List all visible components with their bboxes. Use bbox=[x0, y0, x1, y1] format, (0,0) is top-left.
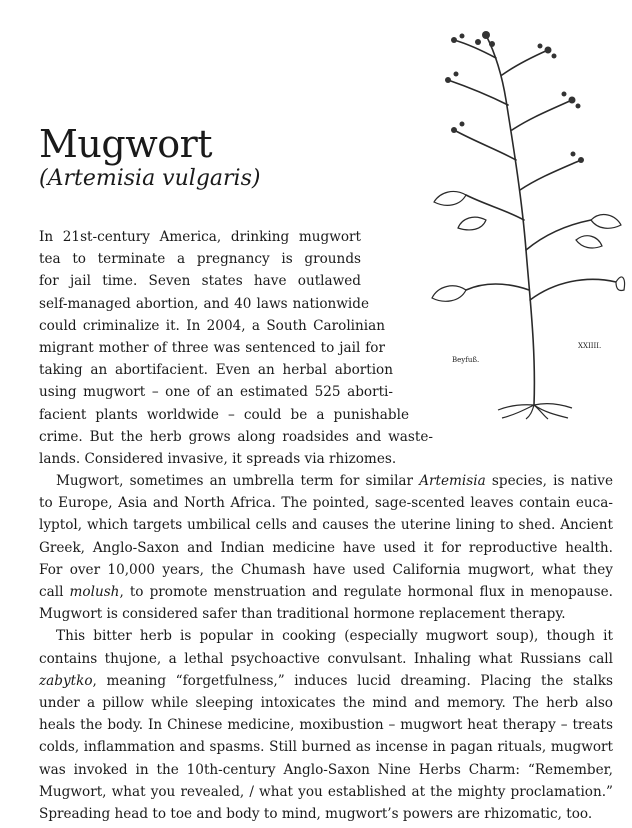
illustration-label-left: Beyfuß. bbox=[452, 356, 480, 364]
text-line: In 21st-century America, drinking mugwort bbox=[39, 229, 361, 245]
text-line: tea to terminate a pregnancy is grounds bbox=[39, 251, 361, 268]
text-line: colds, inflammation and spasms. Still burned as incense in pagan rituals, mugwort bbox=[39, 739, 613, 756]
text-line: Mugwort is considered safer than traditional hormone replacement therapy. bbox=[39, 606, 566, 623]
text-line: taking an abortifacient. Even an herbal abortion bbox=[39, 362, 393, 379]
text-line: crime. But the herb grows along roadsides and waste- bbox=[39, 428, 433, 445]
text-line: zabytko, meaning “forgetfulness,” induces lucid dreaming. Placing the stalks bbox=[39, 672, 613, 689]
text-line: was invoked in the 10th-century Anglo-Saxon Nine Herbs Charm: “Remember, bbox=[39, 761, 613, 778]
text-line: Mugwort, sometimes an umbrella term for similar Artemisia species, is native bbox=[56, 473, 613, 490]
text-line: facient plants worldwide – could be a punishable bbox=[39, 406, 409, 423]
text-line: contains thujone, a lethal psychoactive convulsant. Inhaling what Russians call bbox=[39, 650, 613, 667]
text-line: call molush, to promote menstruation and regulate hormonal flux in menopause. bbox=[39, 584, 614, 600]
text-line: lyptol, which targets umbilical cells and causes the uterine lining to shed. Ancient bbox=[39, 517, 613, 534]
text-line: migrant mother of three was sentenced to jail for bbox=[39, 339, 385, 356]
text-line: lands. Considered invasive, it spreads via rhizomes. bbox=[39, 450, 397, 467]
illustration-label-right: XXIIII. bbox=[578, 342, 602, 350]
text-line: under a pillow while sleeping intoxicates the mind and memory. The herb also bbox=[39, 694, 613, 711]
text-line: for jail time. Seven states have outlawed bbox=[39, 273, 361, 290]
text-line: to Europe, Asia and North Africa. The pointed, sage-scented leaves contain euca- bbox=[39, 495, 613, 512]
text-line: Greek, Anglo-Saxon and Indian medicine have used it for reproductive health. bbox=[39, 539, 613, 556]
article-body bbox=[39, 226, 613, 825]
text-line: self-managed abortion, and 40 laws nationwide bbox=[39, 295, 369, 312]
text-line: using mugwort – one of an estimated 525 aborti- bbox=[39, 384, 393, 401]
text-line: This bitter herb is popular in cooking (especially mugwort soup), though it bbox=[56, 628, 613, 645]
page-title: Mugwort bbox=[39, 122, 213, 166]
text-line: Spreading head to toe and body to mind, mugwort’s powers are rhizomatic, too. bbox=[39, 805, 593, 822]
text-line: Mugwort, what you revealed, / what you established at the mighty proclamation.” bbox=[39, 783, 613, 800]
scientific-name: (Artemisia vulgaris) bbox=[39, 166, 261, 191]
text-line: could criminalize it. In 2004, a South Carolinian bbox=[39, 317, 385, 334]
text-line: heals the body. In Chinese medicine, moxibustion – mugwort heat therapy – treats bbox=[39, 717, 613, 734]
text-line: For over 10,000 years, the Chumash have used California mugwort, what they bbox=[39, 561, 613, 578]
